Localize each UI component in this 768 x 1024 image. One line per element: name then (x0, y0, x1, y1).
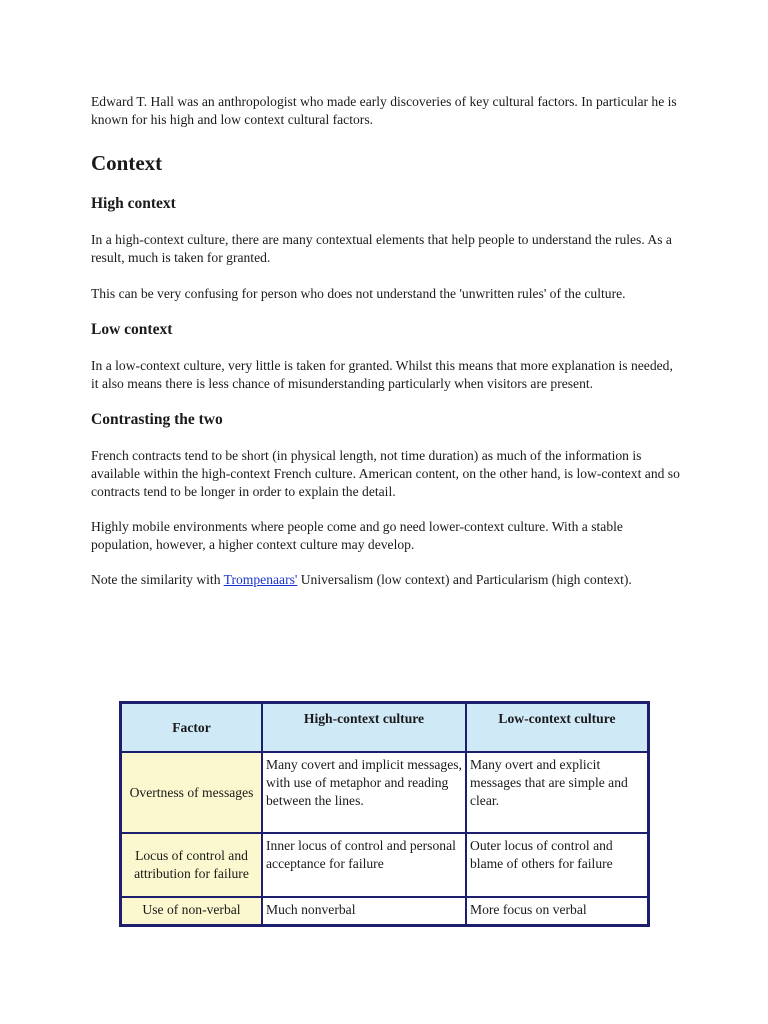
table-header-row (121, 703, 648, 752)
note-text-after: Universalism (low context) and Particularism (high context). (297, 572, 632, 587)
factor-cell: Use of non-verbal (121, 897, 262, 925)
high-context-cell: Inner locus of control and personal acceptance for failure (262, 833, 466, 897)
comparison-table (119, 701, 650, 927)
factor-cell: Overtness of messages (121, 752, 262, 833)
low-context-cell: Outer locus of control and blame of others for failure (466, 833, 648, 897)
trompenaars-link[interactable]: Trompenaars' (223, 572, 298, 587)
header-high-context: High-context culture (262, 703, 466, 752)
high-context-paragraph-1: In a high-context culture, there are many contextual elements that help people to understand the rules. As a result, much is taken for granted. (91, 232, 672, 265)
low-context-cell: Many overt and explicit messages that are simple and clear. (466, 752, 648, 833)
section-heading-context: Context (91, 151, 163, 175)
table-row (121, 897, 648, 925)
contrasting-paragraph-2: Highly mobile environments where people come and go need lower-context culture. With a stable population, however, a higher context culture may develop. (91, 519, 623, 552)
table-row (121, 752, 648, 833)
document-body (91, 93, 681, 589)
header-factor: Factor (121, 703, 262, 752)
header-low-context: Low-context culture (466, 703, 648, 752)
contrasting-paragraph-3 (91, 571, 681, 589)
subheading-high-context: High context (91, 195, 176, 212)
table-row (121, 833, 648, 897)
high-context-paragraph-2: This can be very confusing for person who does not understand the 'unwritten rules' of the culture. (91, 286, 626, 301)
low-context-paragraph: In a low-context culture, very little is taken for granted. Whilst this means that more explanation is needed, it also means there is less chance of misunderstanding particularly when visitors are present. (91, 358, 673, 391)
low-context-cell: More focus on verbal (466, 897, 648, 925)
high-context-cell: Many covert and implicit messages, with use of metaphor and reading between the lines. (262, 752, 466, 833)
contrasting-paragraph-1: French contracts tend to be short (in physical length, not time duration) as much of the information is available within the high-context French culture. American content, on the other hand, is low-context and so contracts tend to be longer in order to explain the detail. (91, 448, 680, 499)
comparison-table-container (119, 701, 650, 927)
subheading-low-context: Low context (91, 321, 173, 338)
subheading-contrasting: Contrasting the two (91, 411, 223, 428)
note-text-before: Note the similarity with (91, 572, 224, 587)
high-context-cell: Much nonverbal (262, 897, 466, 925)
factor-cell: Locus of control and attribution for failure (121, 833, 262, 897)
intro-paragraph: Edward T. Hall was an anthropologist who made early discoveries of key cultural factors. In particular he is known for his high and low context cultural factors. (91, 94, 677, 127)
